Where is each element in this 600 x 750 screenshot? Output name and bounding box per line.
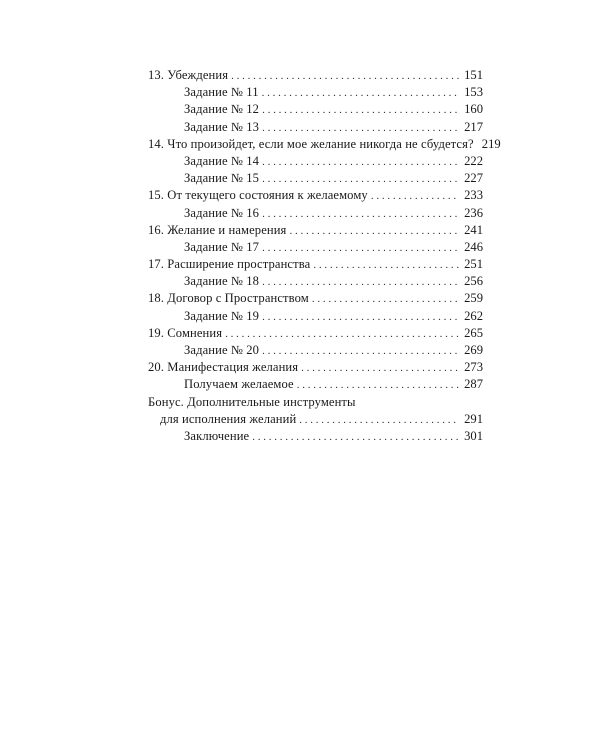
toc-entry-title: Задание № 13 (184, 119, 260, 134)
toc-page-number: 287 (464, 377, 483, 392)
toc-conclusion (148, 428, 483, 445)
toc-page-number: 219 (481, 136, 501, 151)
toc-entry-title: Задание № 18 (184, 274, 260, 289)
toc-chapter-18 (148, 290, 483, 307)
toc-page-number: 227 (464, 171, 483, 186)
toc-chapter-15 (148, 187, 483, 204)
dot-leader (312, 291, 459, 308)
toc-page-number: 151 (464, 68, 483, 82)
dot-leader (301, 360, 459, 377)
toc-task-16 (148, 205, 483, 222)
toc-page-number: 246 (464, 239, 483, 254)
toc-page-number: 265 (464, 325, 483, 340)
toc-task-15 (148, 170, 483, 187)
toc-entry-title: Задание № 16 (184, 205, 260, 220)
toc-entry-title: Бонус. Дополнительные инструменты (148, 394, 356, 409)
toc-chapter-16 (148, 222, 483, 239)
toc-entry-title: Задание № 14 (184, 153, 260, 168)
dot-leader (252, 429, 459, 446)
toc-entry-title: Задание № 15 (184, 171, 260, 186)
dot-leader (299, 412, 459, 429)
toc-task-11 (148, 84, 483, 101)
toc-entry-title: Задание № 19 (184, 308, 260, 323)
dot-leader (297, 377, 459, 394)
toc-page-number: 259 (464, 291, 483, 306)
toc-bonus-continued (148, 411, 483, 428)
toc-entry-title: 20. Манифестация желания (148, 360, 299, 375)
dot-leader (262, 171, 459, 188)
toc-page-number: 153 (464, 85, 483, 100)
dot-leader (262, 85, 459, 102)
toc-entry-title: Получаем желаемое (184, 377, 294, 392)
dot-leader (262, 102, 459, 119)
toc-page-number: 217 (464, 119, 483, 134)
toc-task-14 (148, 153, 483, 170)
dot-leader (262, 154, 459, 171)
toc-page-number: 273 (464, 360, 483, 375)
toc-page-number: 160 (464, 102, 483, 117)
dot-leader (313, 257, 459, 274)
toc-chapter-13 (148, 67, 483, 84)
toc-page-number: 262 (464, 308, 483, 323)
toc-task-17 (148, 239, 483, 256)
toc-page-number: 236 (464, 205, 483, 220)
toc-entry-title: Задание № 12 (184, 102, 260, 117)
toc-chapter-14 (148, 136, 501, 153)
dot-leader (262, 309, 459, 326)
dot-leader (225, 326, 459, 343)
toc-page-number: 269 (464, 343, 483, 357)
toc-entry-title: Задание № 17 (184, 239, 260, 254)
toc-chapter-17 (148, 256, 483, 273)
toc-task-19 (148, 308, 483, 325)
dot-leader (262, 240, 459, 257)
toc-task-20 (148, 342, 483, 359)
toc-entry-title: 17. Расширение пространства (148, 257, 311, 272)
dot-leader (289, 223, 459, 240)
toc-entry-title: Заключение (184, 428, 250, 443)
dot-leader (231, 68, 459, 85)
toc-entry-title: для исполнения желаний (160, 411, 297, 426)
toc-chapter-19 (148, 325, 483, 342)
table-of-contents (148, 67, 501, 445)
toc-page-number: 233 (464, 188, 483, 203)
toc-entry-title: 19. Сомнения (148, 325, 223, 340)
toc-page-number: 241 (464, 222, 483, 237)
toc-get-desired (148, 376, 483, 393)
toc-entry-title: 18. Договор с Пространством (148, 291, 309, 306)
toc-task-13 (148, 119, 483, 136)
toc-bonus (148, 394, 483, 411)
dot-leader (262, 274, 459, 291)
toc-entry-title: 16. Желание и намерения (148, 222, 287, 237)
toc-entry-title: 15. От текущего состояния к желаемому (148, 188, 368, 203)
toc-page-number: 251 (464, 257, 483, 272)
toc-page-number: 256 (464, 274, 483, 289)
toc-entry-title: 13. Убеждения (148, 68, 229, 82)
toc-task-18 (148, 273, 483, 290)
dot-leader (262, 120, 459, 137)
toc-entry-title: 14. Что произойдет, если мое желание никогда не сбудется? (148, 136, 474, 151)
toc-entry-title: Задание № 11 (184, 85, 259, 100)
toc-entry-title: Задание № 20 (184, 343, 260, 357)
toc-page-number: 222 (464, 153, 483, 168)
toc-chapter-20 (148, 359, 483, 376)
dot-leader (262, 206, 459, 223)
toc-page-number: 301 (464, 428, 483, 443)
dot-leader (371, 188, 459, 205)
toc-page-number: 291 (464, 411, 483, 426)
dot-leader (262, 343, 459, 360)
toc-task-12 (148, 101, 483, 118)
